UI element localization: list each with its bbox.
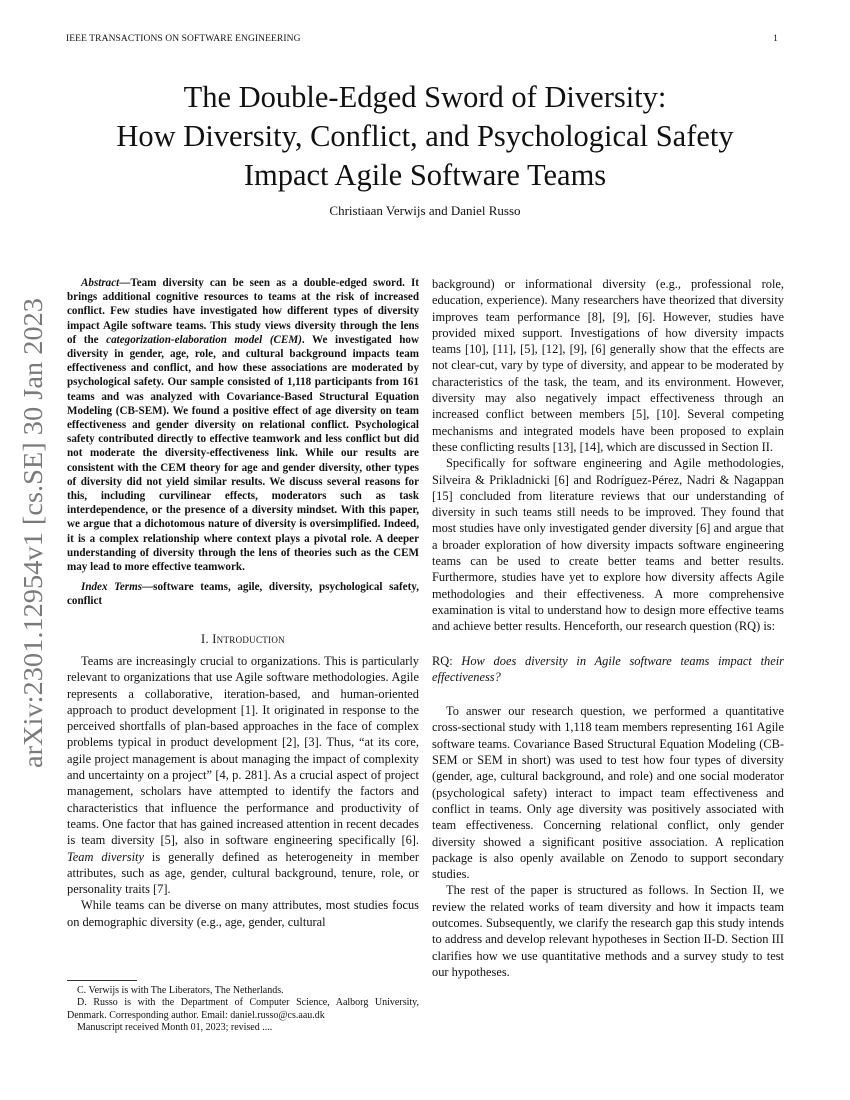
rq-label: RQ: — [432, 653, 462, 668]
index-terms-text: —software teams, agile, diversity, psychological safety, conflict — [67, 581, 419, 608]
right-paragraph-3: To answer our research question, we performed a quantitative cross-sectional study with 1,118 team members representing 161 Agile software teams. Covariance Based Structural Equation Modeling (CB-SEM or SEM in short) was used to test how four types of diversity (gender, age, cultural background, and role) and one social moderator (psychological safety) interact to impact team effectiveness and conflict in teams. Only age diversity was positively associated with team effectiveness. Concerning relational conflict, only gender diversity showed a significant positive association. A replication package is also openly available on Zenodo to support secondary studies. — [432, 704, 784, 882]
footnote-1: C. Verwijs is with The Liberators, The Netherlands. — [77, 985, 284, 996]
abstract — [67, 276, 419, 574]
author-list: Christiaan Verwijs and Daniel Russo — [329, 203, 521, 218]
footnote-rule — [67, 980, 137, 981]
intro-paragraph-1 — [67, 653, 419, 897]
abstract-text-2: . We investigated how diversity in gender, age, role, and cultural background impacts team effectiveness and conflict, and how these associations are moderated by psychological safety. Our sample consisted of 1,118 participants from 161 teams and was analyzed with Covariance-Based Structural Equation Modeling (CB-SEM). We found a positive effect of age diversity on team effectiveness and gender diversity on relational conflict. Psychological safety contributed directly to effective teamwork and less conflict but did not moderate the diversity-effectiveness link. While our results are consistent with the CEM theory for age and gender diversity, other types of diversity did not yield similar results. We discuss several reasons for this, including curvilinear effects, moderators such as task interdependence, or the presence of a diversity mindset. With this paper, we argue that a dichotomous nature of diversity is oversimplified. Indeed, it is a complex relationship where context plays a pivotal role. A deeper understanding of diversity through the lens of theories such as the CEM may lead to more effective teamwork. — [67, 333, 419, 574]
title-line-3: Impact Agile Software Teams — [243, 158, 607, 192]
intro-p1-text-a: Teams are increasingly crucial to organizations. This is particularly relevant to organizations that use Agile software methodologies. Agile represents a collaborative, iteration-based, and human-oriented approach to product development [1]. It originated in response to the perceived shortfalls of plan-based approaches in the face of complex problems typical in product development [2], [3]. Thus, “at its core, agile project management is about managing the impact of complexity and uncertainty on a project” [4, p. 281]. As a crucial aspect of project management, scholars have attempted to identify the factors and characteristics that influence the performance and productivity of teams. One factor that has gained increased attention in recent decades is team diversity [5], also in software engineering specifically [6]. — [67, 653, 419, 848]
intro-p1-text-b: is generally defined as heterogeneity in member attributes, such as age, gender, cultural background, tenure, role, or personality traits [7]. — [67, 849, 419, 897]
intro-paragraph-2: While teams can be diverse on many attributes, most studies focus on demographic diversity (e.g., age, gender, cultural — [67, 898, 419, 929]
section-title: Introduction — [212, 631, 285, 646]
intro-p1-italic: Team diversity — [67, 849, 144, 864]
section-numeral: I. — [201, 631, 213, 646]
title-line-1: The Double-Edged Sword of Diversity: — [183, 80, 667, 114]
index-terms — [67, 580, 419, 608]
footnote-3: Manuscript received Month 01, 2023; revised .... — [77, 1022, 273, 1034]
abstract-text-1: —Team diversity can be seen as a double-edged sword. It brings additional cognitive resources to teams at the risk of increased conflict. Few studies have investigated how different types of diversity impact Agile software teams. This study views diversity through the lens of the — [67, 277, 419, 346]
right-paragraph-4: The rest of the paper is structured as follows. In Section II, we review the related works of team diversity and how it impacts team outcomes. Subsequently, we clarify the research gap this study intends to address and develop relevant hypotheses in Section II-D. Section III clarifies how we use quantitative methods and a survey study to test our hypotheses. — [432, 883, 784, 979]
paper-title — [66, 78, 784, 195]
section-heading-introduction — [67, 631, 419, 647]
index-terms-label: Index Terms — [81, 581, 143, 594]
rq-text: How does diversity in Agile software teams impact their effectiveness? — [432, 653, 784, 684]
left-column — [67, 276, 419, 930]
abstract-label: Abstract — [81, 277, 120, 289]
right-paragraph-1: background) or informational diversity (e.g., professional role, education, experience). Many researchers have theorized that diversity improves team performance [8], [9], [6]. However, studies have provided mixed support. Investigations of how diversity impacts teams [10], [11], [5], [12], [9], [6] generally show that the effects are not clear-cut, vary by type of diversity, and appear to be moderated by characteristics of the task, the team, and its environment. However, diversity may also negatively impact effectiveness through an increased conflict between members [5], [10]. Several competing mechanisms and integrated models have been proposed to explain these conflicting results [13], [14], which are discussed in Section II. — [432, 277, 784, 454]
right-column — [432, 276, 784, 980]
footnotes — [67, 980, 419, 1035]
title-line-2: How Diversity, Conflict, and Psychological Safety — [116, 119, 734, 153]
arxiv-sidebar — [20, 296, 50, 770]
research-question — [432, 653, 784, 686]
journal-name: IEEE TRANSACTIONS ON SOFTWARE ENGINEERING — [66, 34, 301, 44]
abstract-italic: categorization-elaboration model (CEM) — [106, 333, 302, 346]
footnote-2: D. Russo is with the Department of Computer Science, Aalborg University, Denmark. Corresponding author. Email: daniel.russo@cs.aau.dk — [67, 997, 419, 1021]
arxiv-identifier: arXiv:2301.12954v1 [cs.SE] 30 Jan 2023 — [18, 321, 48, 768]
running-header — [66, 34, 784, 48]
arxiv-stamp-svg — [20, 296, 50, 770]
page-number: 1 — [773, 34, 778, 44]
right-paragraph-2: Specifically for software engineering and Agile methodologies, Silveira & Prikladnicki [6] and Rodríguez-Pérez, Nadri & Nagappan [15] concluded from literature reviews that our understanding of diversity in such teams still needs to be improved. They found that most studies have only investigated gender diversity [6] and argue that a broader exploration of how diversity impacts software engineering teams can be used to create better teams and better results. Furthermore, studies have yet to explore how diversity affects Agile methodologies and their effectiveness. A more comprehensive examination is vital to understand how to design more effective teams and achieve better results. Henceforth, our research question (RQ) is: — [432, 456, 784, 634]
